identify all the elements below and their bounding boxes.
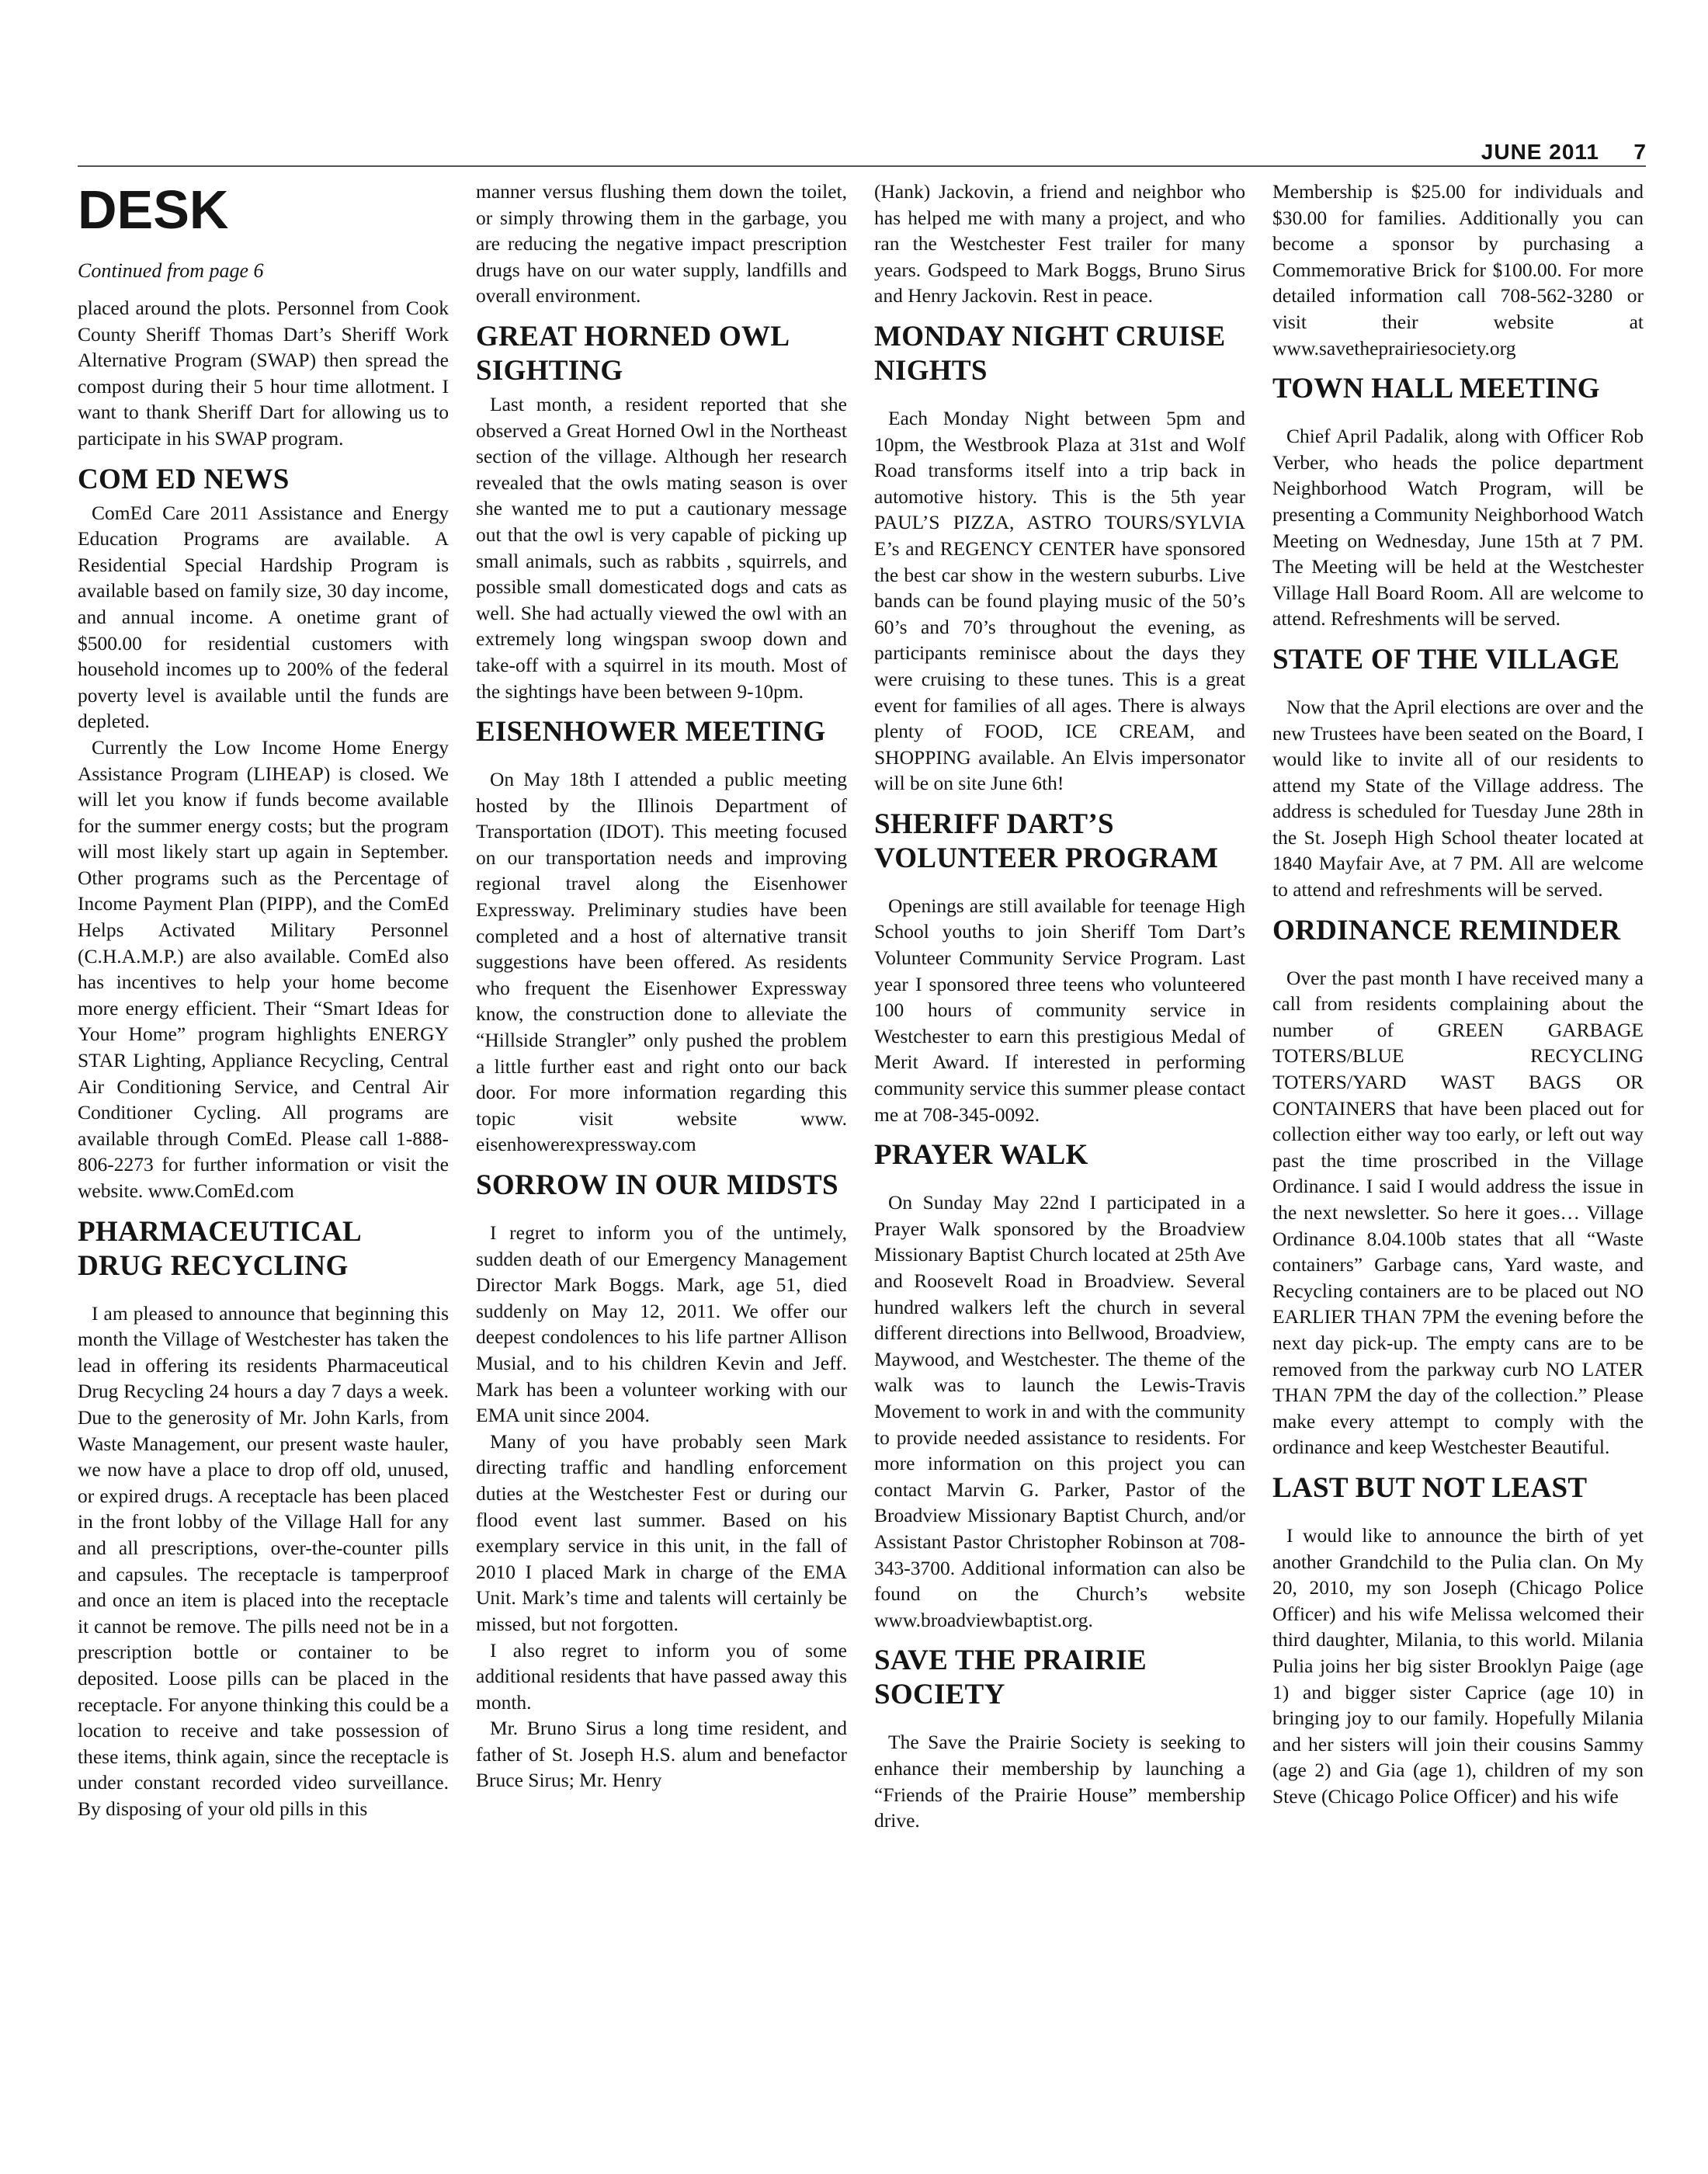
article-text: On Sunday May 22nd I participated in a Prayer Walk sponsored by the Broadview Missionary Baptist Church located at 25th Ave and Roosevelt Road in Broadview. Several hundred walkers left the church in several different directions into Bellwood, Broadview, Maywood, and Westchester. The theme of the walk was to launch the Lewis-Travis Movement to work in and with the community to provide needed assistance to residents. For more information on this project you can contact Marvin G. Parker, Pastor of the Broadview Missionary Baptist Church, and/or Assistant Pastor Christopher Robinson at 708-343-3700. Additional information can also be found on the Church’s website www.broadviewbaptist.org.	[874, 1191, 1245, 1631]
heading-town-hall-meeting: TOWN HALL MEETING	[1272, 373, 1600, 405]
article-text: placed around the plots. Personnel from Cook County Sheriff Thomas Dart’s Sheriff Work Alternative Program (SWAP) then spread the compost during their 5 hour time allotment. I want to thank Sheriff Dart for allowing us to participate in his SWAP program.	[78, 297, 449, 450]
article-text: On May 18th I attended a public meeting hosted by the Illinois Department of Transportation (IDOT). This meeting focused on our transportation needs and improving regional travel along the Eisenhower Expressway. Preliminary studies have been completed and a host of alternative transit suggestions have been offered. As residents who frequent the Eisenhower Expressway know, the construction done to alleviate the “Hillside Strangler” only pushed the problem a little further east and right onto our back door. For more information regarding this topic visit website www. eisenhowerexpressway.com	[476, 768, 847, 1156]
column-4	[1272, 179, 1644, 1809]
heading-last-but-not-least: LAST BUT NOT LEAST	[1272, 1471, 1588, 1504]
header-rule	[78, 165, 1646, 167]
article-text: Many of you have probably seen Mark directing traffic and handling enforcement duties at the Westchester Fest or during our flood event last summer. Based on his exemplary service in this unit, in the fall of 2010 I placed Mark in charge of the EMA Unit. Mark’s time and talents will certainly be missed, but not forgotten.	[476, 1429, 847, 1635]
heading-sorrow-in-our-midsts: SORROW IN OUR MIDSTS	[476, 1169, 838, 1201]
article-text: Each Monday Night between 5pm and 10pm, the Westbrook Plaza at 31st and Wolf Road transforms itself into a trip back in automotive history. This is the 5th year PAUL’S PIZZA, ASTRO TOURS/SYLVIA E’s and REGENCY CENTER have sponsored the best car show in the western suburbs. Live bands can be found playing music of the 50’s 60’s and 70’s throughout the evening, as participants reminisce about the days they were cruising to these tunes. This is a great event for families of all ages. There is always plenty of FOOD, ICE CREAM, and SHOPPING available. An Elvis impersonator will be on site June 6th!	[874, 406, 1245, 795]
heading-eisenhower-meeting: EISENHOWER MEETING	[476, 716, 826, 748]
article-text: Chief April Padalik, along with Officer Rob Verber, who heads the police department Neighborhood Watch Program, will be presenting a Community Neighborhood Watch Meeting on Wednesday, June 15th at 7 PM. The Meeting will be held at the Westchester Village Hall Board Room. All are welcome to attend. Refreshments will be served.	[1272, 425, 1644, 630]
article-text: ComEd Care 2011 Assistance and Energy Education Programs are available. A Residential Special Hardship Program is available based on family size, 30 day income, and annual income. A onetime grant of $500.00 for residential customers with household incomes up to 200% of the federal poverty level is available until the funds are depleted.	[78, 501, 449, 733]
article-text: manner versus flushing them down the toilet, or simply throwing them in the garbage, you are reducing the negative impact prescription drugs have on our water supply, landfills and overall environment.	[476, 180, 847, 307]
article-text: Mr. Bruno Sirus a long time resident, and father of St. Joseph H.S. alum and benefactor Bruce Sirus; Mr. Henry	[476, 1717, 847, 1792]
article-text: Last month, a resident reported that she observed a Great Horned Owl in the Northeast section of the village. Although her research revealed that the owls mating season is over she wanted me to put a cautionary message out that the owl is very capable of picking up small animals, such as rabbits , squirrels, and possible small domesticated dogs and cats as well. She had actually viewed the owl with an extremely long wingspan swoop down and take-off with a squirrel in its mouth. Most of the sightings have been between 9-10pm.	[476, 392, 847, 703]
heading-great-horned-owl: GREAT HORNED OWL SIGHTING	[476, 320, 789, 387]
article-text: Membership is $25.00 for individuals and $30.00 for families. Additionally you can become a sponsor by purchasing a Commemorative Brick for $100.00. For more detailed information call 708-562-3280 or visit their website at www.savetheprairiesociety.org	[1272, 180, 1644, 359]
article-text: The Save the Prairie Society is seeking to enhance their membership by launching a “Friends of the Prairie House” membership drive.	[874, 1731, 1245, 1832]
page-number: 7	[1633, 140, 1646, 164]
article-text: Now that the April elections are over and the new Trustees have been seated on the Board, I would like to invite all of our residents to attend my State of the Village address. The address is scheduled for Tuesday June 28th in the St. Joseph High School theater located at 1840 Mayfair Ave, at 7 PM. All are welcome to attend and refreshments will be served.	[1272, 695, 1644, 901]
page-header	[78, 140, 1646, 166]
article-text: Over the past month I have received many a call from residents complaining about the number of GREEN GARBAGE TOTERS/BLUE RECYCLING TOTERS/YARD WAST BAGS OR CONTAINERS that have been placed out for collection either way too early, or left out way past the time proscribed in the Village Ordinance. I said I would address the issue in the next newsletter. So here it goes… Village Ordinance 8.04.100b states that all “Waste containers” Garbage cans, Yard waste, and Recycling containers are to be placed out NO EARLIER THAN 7PM the evening before the next day pick-up. The empty cans are to be removed from the parkway curb NO LATER THAN 7PM the day of the collection.” Please make every attempt to comply with the ordinance and keep Westchester Beautiful.	[1272, 966, 1644, 1459]
heading-ordinance-reminder: ORDINANCE REMINDER	[1272, 914, 1621, 946]
heading-state-of-the-village: STATE OF THE VILLAGE	[1272, 643, 1620, 675]
article-text: Openings are still available for teenage High School youths to join Sheriff Tom Dart’s Volunteer Community Service Program. Last year I sponsored three teens who volunteered 100 hours of community service in Westchester to earn this prestigious Medal of Merit Award. If interested in performing community service this summer please contact me at 708-345-0092.	[874, 894, 1245, 1126]
heading-monday-night-cruise: MONDAY NIGHT CRUISE NIGHTS	[874, 320, 1226, 387]
heading-prayer-walk: PRAYER WALK	[874, 1139, 1088, 1172]
article-text: (Hank) Jackovin, a friend and neighbor who has helped me with many a project, and who ran the Westchester Fest trailer for many years. Godspeed to Mark Boggs, Bruno Sirus and Henry Jackovin. Rest in peace.	[874, 180, 1245, 307]
section-title: DESK	[78, 179, 229, 240]
continued-note: Continued from page 6	[78, 259, 264, 282]
article-text: I am pleased to announce that beginning this month the Village of Westchester has taken the lead in offering its residents Pharmaceutical Drug Recycling 24 hours a day 7 days a week. Due to the generosity of Mr. John Karls, from Waste Management, our present waste hauler, we now have a place to drop off old, unused, or expired drugs. A receptacle has been placed in the front lobby of the Village Hall for any and all prescriptions, over-the-counter pills and capsules. The receptacle is tamperproof and once an item is placed into the receptacle it cannot be remove. The pills need not be in a prescription bottle or container to be deposited. Loose pills can be placed in the receptacle. For anyone thinking this could be a location to receive and take possession of these items, think again, since the receptacle is under constant recorded video surveillance. By disposing of your old pills in this	[78, 1301, 449, 1820]
article-text: I also regret to inform you of some additional residents that have passed away this month.	[476, 1638, 847, 1714]
heading-comed-news: COM ED NEWS	[78, 463, 290, 495]
column-2	[476, 179, 847, 1794]
column-1	[78, 179, 449, 1822]
column-3	[874, 179, 1245, 1834]
issue-date: JUNE 2011	[1481, 140, 1599, 164]
article-text: I regret to inform you of the untimely, sudden death of our Emergency Management Director Mark Boggs. Mark, age 51, died suddenly on May 12, 2011. We offer our deepest condolences to his life partner Allison Musial, and to his children Kevin and Jeff. Mark has been a volunteer working with our EMA unit since 2004.	[476, 1221, 847, 1427]
article-text: Currently the Low Income Home Energy Assistance Program (LIHEAP) is closed. We will let you know if funds become available for the summer energy costs; but the program will most likely start up again in September. Other programs such as the Percentage of Income Payment Plan (PIPP), and the ComEd Helps Activated Military Personnel (C.H.A.M.P.) are also available. ComEd also has incentives to help your home become more energy efficient. Their “Smart Ideas for Your Home” program highlights ENERGY STAR Lighting, Appliance Recycling, Central Air Conditioning Service, and Central Air Conditioner Cycling. All programs are available through ComEd. Please call 1-888-806-2273 for further information or visit the website. www.ComEd.com	[78, 735, 449, 1202]
heading-sheriff-volunteer-program: SHERIFF DART’S VOLUNTEER PROGRAM	[874, 807, 1219, 874]
heading-save-the-prairie: SAVE THE PRAIRIE SOCIETY	[874, 1644, 1147, 1711]
article-text: I would like to announce the birth of yet another Grandchild to the Pulia clan. On My 20, 2010, my son Joseph (Chicago Police Officer) and his wife Melissa welcomed their third daughter, Milania, to this world. Milania Pulia joins her big sister Brooklyn Paige (age 1) and bigger sister Caprice (age 10) in bringing joy to our family. Hopefully Milania and her sisters will join their cousins Sammy (age 2) and Gia (age 1), children of my son Steve (Chicago Police Officer) and his wife	[1272, 1523, 1644, 1808]
heading-pharmaceutical-drug-recycling: PHARMACEUTICAL DRUG RECYCLING	[78, 1215, 360, 1282]
